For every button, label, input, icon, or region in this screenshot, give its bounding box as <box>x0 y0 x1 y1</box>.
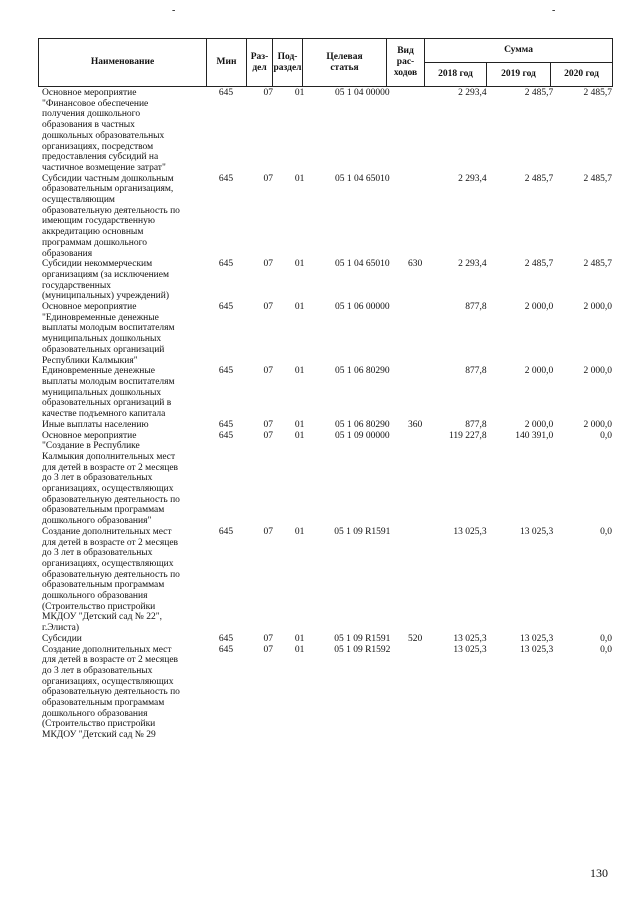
row-name: Субсидии частным дошкольным образовательным организациям, осуществляющим образовательную деятельность по имеющим государственную аккредитацию основным программам дошкольного образования <box>42 173 180 259</box>
row-sum-2018: 2 293,4 <box>458 259 487 270</box>
row-ministry: 645 <box>218 430 234 441</box>
row-target-article: 05 1 06 00000 <box>335 302 390 313</box>
row-podrazdel: 01 <box>294 633 305 644</box>
row-sum-2020: 0,0 <box>600 430 612 441</box>
row-ministry: 645 <box>218 644 234 655</box>
row-sum-2019: 13 025,3 <box>519 644 554 655</box>
row-ministry: 645 <box>218 302 234 313</box>
row-sum-2018: 877,8 <box>465 419 487 430</box>
row-ministry: 645 <box>218 173 234 184</box>
row-expense-type <box>401 645 430 741</box>
row-target-article: 05 1 04 65010 <box>335 259 390 270</box>
row-ministry: 645 <box>218 526 234 537</box>
row-name: Субсидии <box>42 633 82 644</box>
scan-mark-left: - <box>172 5 176 16</box>
row-ministry: 645 <box>218 88 234 98</box>
row-sum-2020: 2 485,7 <box>583 173 612 184</box>
row-sum-2020: 2 000,0 <box>583 366 612 377</box>
row-name: Основное мероприятие "Финансовое обеспечение получения дошкольного образования в частных дошкольных образовательных организациях, посредством предоставления субсидий на частичное возмещение затрат" <box>42 88 166 173</box>
row-podrazdel: 01 <box>294 88 305 98</box>
row-podrazdel: 01 <box>294 259 305 270</box>
row-expense-type <box>401 174 430 260</box>
row-razdel: 07 <box>263 88 274 98</box>
row-target-article: 05 1 09 R1591 <box>334 633 391 644</box>
row-podrazdel: 01 <box>294 430 305 441</box>
table-body <box>40 88 612 741</box>
row-sum-2020: 0,0 <box>600 644 612 655</box>
row-sum-2018: 13 025,3 <box>453 644 487 655</box>
row-sum-2019: 140 391,0 <box>515 430 554 441</box>
row-sum-2018: 2 293,4 <box>458 173 487 184</box>
header-target-article: Целевая статья <box>303 39 387 87</box>
row-name: Субсидии некоммерческим организациям (за исключением государственных (муниципальных) учреждений) <box>42 259 169 302</box>
row-sum-2018: 877,8 <box>465 302 487 313</box>
table-row <box>40 259 612 302</box>
row-razdel: 07 <box>263 644 274 655</box>
header-min: Мин <box>207 39 247 87</box>
row-podrazdel: 01 <box>294 526 305 537</box>
table-row <box>40 645 612 741</box>
row-name: Создание дополнительных мест для детей в возрасте от 2 месяцев до 3 лет в образовательных организациях, осуществляющих образовательную деятельность по образовательным программам дошкольного образования (Строительство пристройки МКДОУ "Детский сад № 29 <box>42 644 180 741</box>
header-name: Наименование <box>39 39 207 87</box>
row-razdel: 07 <box>263 419 274 430</box>
row-expense-type <box>401 527 430 634</box>
row-target-article: 05 1 04 65010 <box>335 173 390 184</box>
row-sum-2018: 119 227,8 <box>448 430 487 441</box>
row-sum-2019: 13 025,3 <box>519 526 554 537</box>
header-year-2018: 2018 год <box>425 63 487 87</box>
row-sum-2020: 0,0 <box>600 526 612 537</box>
header-year-2019: 2019 год <box>487 63 551 87</box>
row-razdel: 07 <box>263 259 274 270</box>
scan-mark-right: - <box>552 5 556 16</box>
row-sum-2019: 13 025,3 <box>519 633 554 644</box>
row-ministry: 645 <box>218 366 234 377</box>
page-number: 130 <box>590 866 608 880</box>
row-sum-2018: 13 025,3 <box>453 526 487 537</box>
table-row <box>40 302 612 366</box>
row-name: Создание дополнительных мест для детей в возрасте от 2 месяцев до 3 лет в образовательных организациях, осуществляющих образовательную деятельность по образовательным программам дошкольного образования (Строительство пристройки МКДОУ "Детский сад № 22", г.Элиста) <box>42 526 180 634</box>
row-podrazdel: 01 <box>294 644 305 655</box>
row-podrazdel: 01 <box>294 419 305 430</box>
row-expense-type <box>401 302 430 366</box>
row-razdel: 07 <box>263 173 274 184</box>
row-expense-type <box>401 88 430 174</box>
table-row <box>40 527 612 634</box>
row-sum-2019: 2 485,7 <box>524 173 554 184</box>
row-podrazdel: 01 <box>294 302 305 313</box>
row-ministry: 645 <box>218 259 234 270</box>
header-podrazdel: Под- раздел <box>273 39 303 87</box>
row-target-article: 05 1 09 R1592 <box>334 644 391 655</box>
row-name: Основное мероприятие "Единовременные денежные выплаты молодым воспитателям муниципальных дошкольных образовательных организаций Республики Калмыкия" <box>42 302 175 366</box>
header-sum: Сумма <box>425 39 613 63</box>
row-razdel: 07 <box>263 633 274 644</box>
header-year-2020: 2020 год <box>551 63 613 87</box>
row-sum-2020: 0,0 <box>600 633 612 644</box>
row-sum-2020: 2 000,0 <box>583 419 612 430</box>
table-row <box>40 366 612 420</box>
row-name: Иные выплаты населению <box>42 419 149 430</box>
row-razdel: 07 <box>263 366 274 377</box>
row-expense-type <box>401 366 430 420</box>
table-row <box>40 431 612 527</box>
row-target-article: 05 1 04 00000 <box>335 88 390 98</box>
row-target-article: 05 1 06 80290 <box>335 419 390 430</box>
header-razdel: Раз- дел <box>247 39 273 87</box>
row-name: Единовременные денежные выплаты молодым воспитателям муниципальных дошкольных образовательных организаций в качестве подъемного капитала <box>42 366 175 420</box>
row-name: Основное мероприятие "Создание в Республике Калмыкия дополнительных мест для детей в возрасте от 2 месяцев до 3 лет в образовательных организациях, осуществляющих образовательную деятельность по образовательным программам дошкольного образования" <box>42 430 180 527</box>
row-sum-2020: 2 000,0 <box>583 302 612 313</box>
row-razdel: 07 <box>263 302 274 313</box>
row-ministry: 645 <box>218 633 234 644</box>
row-sum-2019: 2 485,7 <box>524 88 554 98</box>
row-sum-2019: 2 000,0 <box>524 419 554 430</box>
row-podrazdel: 01 <box>294 173 305 184</box>
row-sum-2019: 2 000,0 <box>524 302 554 313</box>
row-target-article: 05 1 09 00000 <box>335 430 390 441</box>
row-expense-type: 630 <box>408 259 423 270</box>
row-target-article: 05 1 06 80290 <box>335 366 390 377</box>
row-sum-2019: 2 485,7 <box>524 259 554 270</box>
table-header <box>38 38 613 87</box>
row-podrazdel: 01 <box>294 366 305 377</box>
row-expense-type: 360 <box>408 419 423 430</box>
row-sum-2018: 877,8 <box>465 366 487 377</box>
row-target-article: 05 1 09 R1591 <box>334 526 391 537</box>
row-expense-type: 520 <box>408 633 423 644</box>
row-ministry: 645 <box>218 419 234 430</box>
row-sum-2019: 2 000,0 <box>524 366 554 377</box>
table-row <box>40 88 612 174</box>
header-expense-type: Вид рас- ходов <box>387 39 425 87</box>
row-sum-2020: 2 485,7 <box>583 259 612 270</box>
row-sum-2018: 2 293,4 <box>458 88 487 98</box>
table-row <box>40 420 612 431</box>
row-razdel: 07 <box>263 526 274 537</box>
row-razdel: 07 <box>263 430 274 441</box>
table-row <box>40 174 612 260</box>
table-row <box>40 634 612 645</box>
row-sum-2018: 13 025,3 <box>453 633 487 644</box>
row-expense-type <box>401 431 430 527</box>
row-sum-2020: 2 485,7 <box>583 88 612 98</box>
